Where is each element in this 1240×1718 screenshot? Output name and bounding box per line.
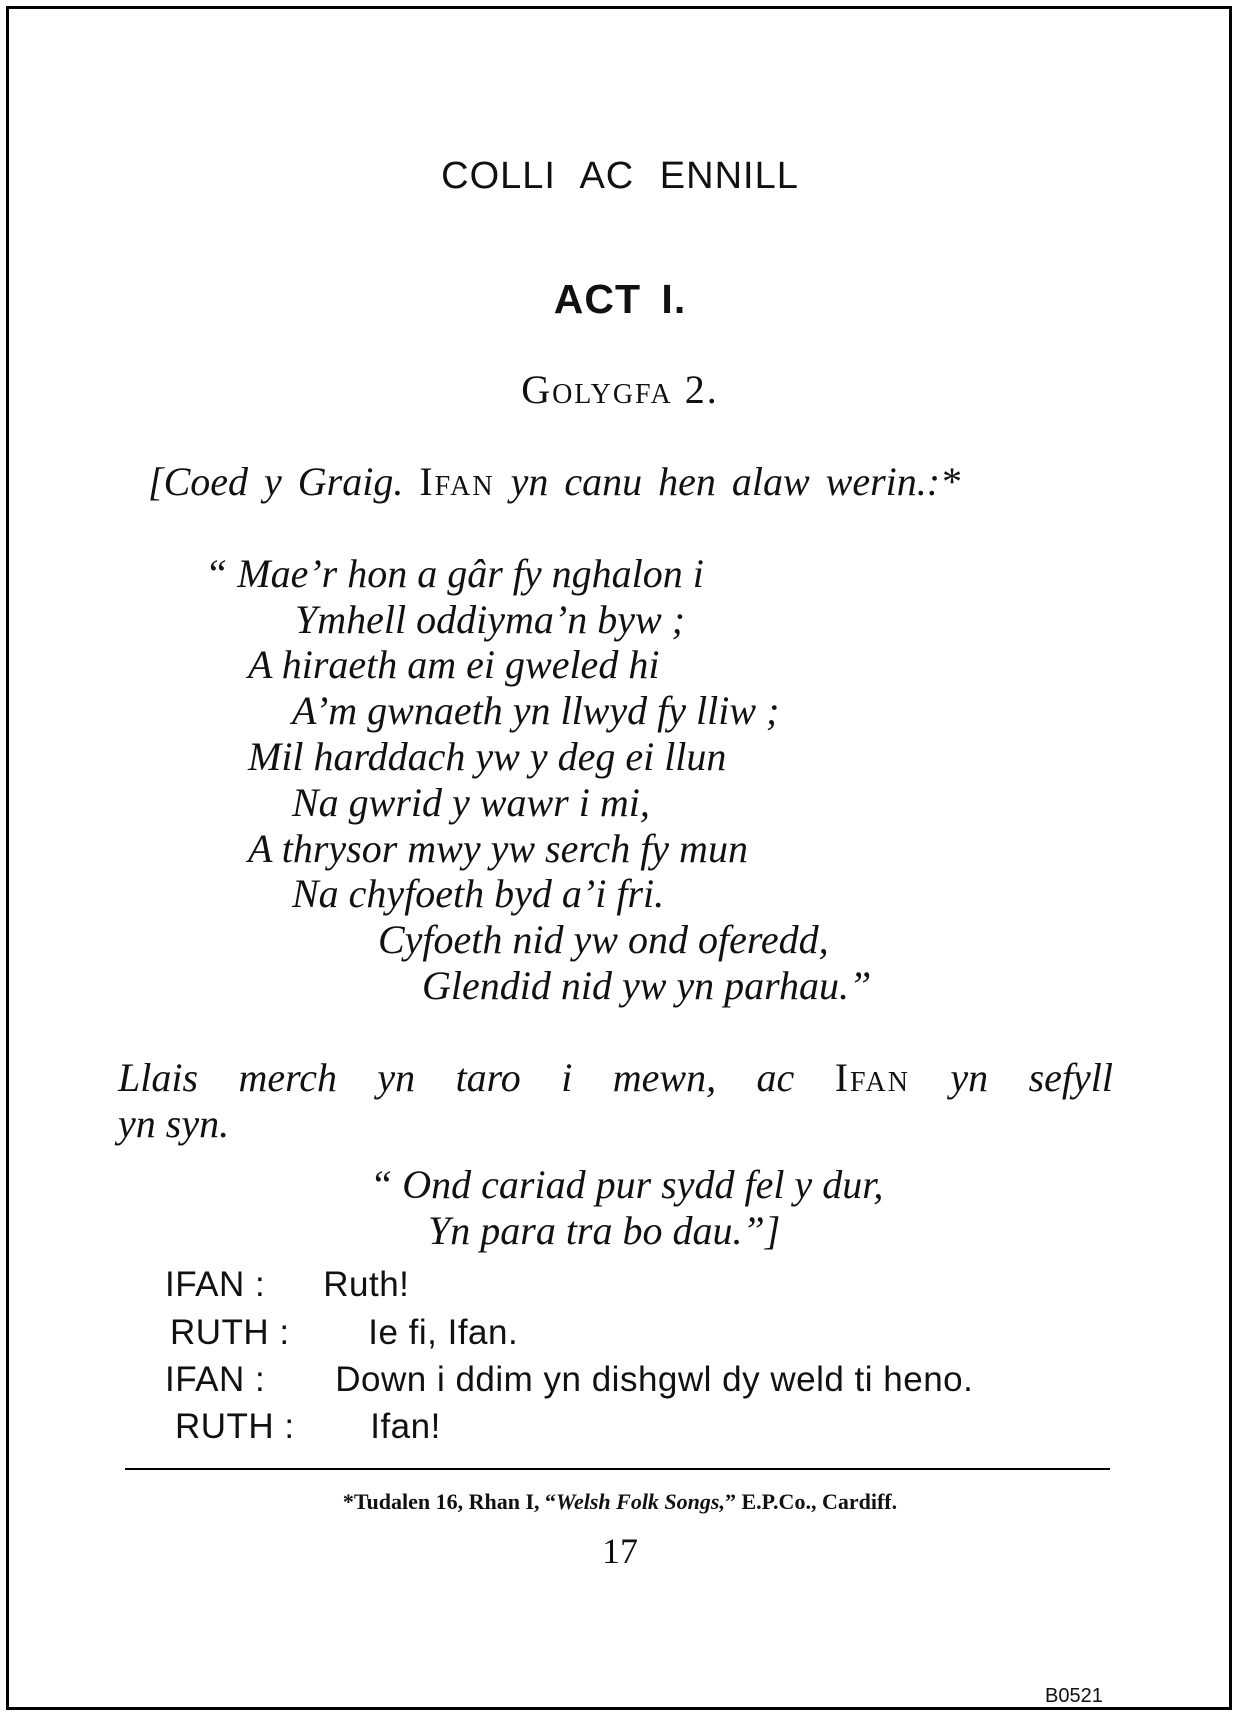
- dialogue-line: [170, 1313, 518, 1353]
- stage-direction-1-after: yn canu hen alaw werin.:*: [510, 459, 961, 504]
- reply-line: Yn para tra bo dau.”]: [428, 1208, 781, 1253]
- song-line: A’m gwnaeth yn llwyd fy lliw ;: [292, 688, 780, 733]
- song-line: Cyfoeth nid yw ond oferedd,: [378, 917, 829, 962]
- dialogue-line: [165, 1360, 973, 1400]
- running-title: COLLI AC ENNILL: [441, 155, 799, 197]
- speech: Ifan!: [370, 1407, 441, 1446]
- song-line: Na gwrid y wawr i mi,: [292, 780, 650, 825]
- reply-line: “ Ond cariad pur sydd fel y dur,: [370, 1162, 884, 1207]
- footnote: [0, 1489, 1240, 1515]
- stage-direction-2-before: Llais merch yn taro i mewn, ac: [118, 1055, 795, 1100]
- footnote-after: ” E.P.Co., Cardiff.: [724, 1489, 898, 1514]
- stage-direction-1-before: [Coed y Graig.: [148, 459, 404, 504]
- stage-direction-1: [148, 458, 960, 505]
- speaker-name: RUTH :: [175, 1407, 295, 1446]
- footnote-before: *Tudalen 16, Rhan I, “: [342, 1489, 557, 1514]
- stage-direction-1-name: Ifan: [419, 459, 495, 504]
- speaker-name: IFAN :: [165, 1360, 266, 1399]
- song-line: Na chyfoeth byd a’i fri.: [292, 871, 665, 916]
- stage-direction-2-name: Ifan: [834, 1055, 910, 1100]
- song-line: A thrysor mwy yw serch fy mun: [248, 826, 748, 871]
- dialogue-line: [175, 1407, 441, 1447]
- page-number: 17: [602, 1531, 638, 1571]
- stage-direction-2-after: yn sefyll: [950, 1055, 1114, 1100]
- scene-heading: Golygfa 2.: [521, 367, 719, 412]
- speech: Ruth!: [323, 1265, 410, 1304]
- catalog-code: B0521: [1045, 1685, 1103, 1707]
- act-heading: ACT I.: [553, 276, 687, 322]
- dialogue-line: [165, 1265, 409, 1305]
- footnote-title: Welsh Folk Songs,: [556, 1489, 725, 1514]
- song-line: Mil harddach yw y deg ei llun: [248, 734, 727, 779]
- song-line: A hiraeth am ei gweled hi: [248, 642, 660, 687]
- song-line: “ Mae’r hon a gâr fy nghalon i: [205, 551, 704, 596]
- speaker-name: RUTH :: [170, 1313, 290, 1352]
- speech: Ie fi, Ifan.: [368, 1313, 519, 1352]
- stage-direction-2: [118, 1054, 1113, 1101]
- speaker-name: IFAN :: [165, 1265, 266, 1304]
- stage-direction-2-line2: yn syn.: [118, 1101, 230, 1146]
- song-line: Ymhell oddiyma’n byw ;: [295, 597, 685, 642]
- song-line: Glendid nid yw yn parhau.”: [422, 963, 872, 1008]
- footnote-rule: [125, 1468, 1110, 1470]
- speech: Down i ddim yn dishgwl dy weld ti heno.: [335, 1360, 974, 1399]
